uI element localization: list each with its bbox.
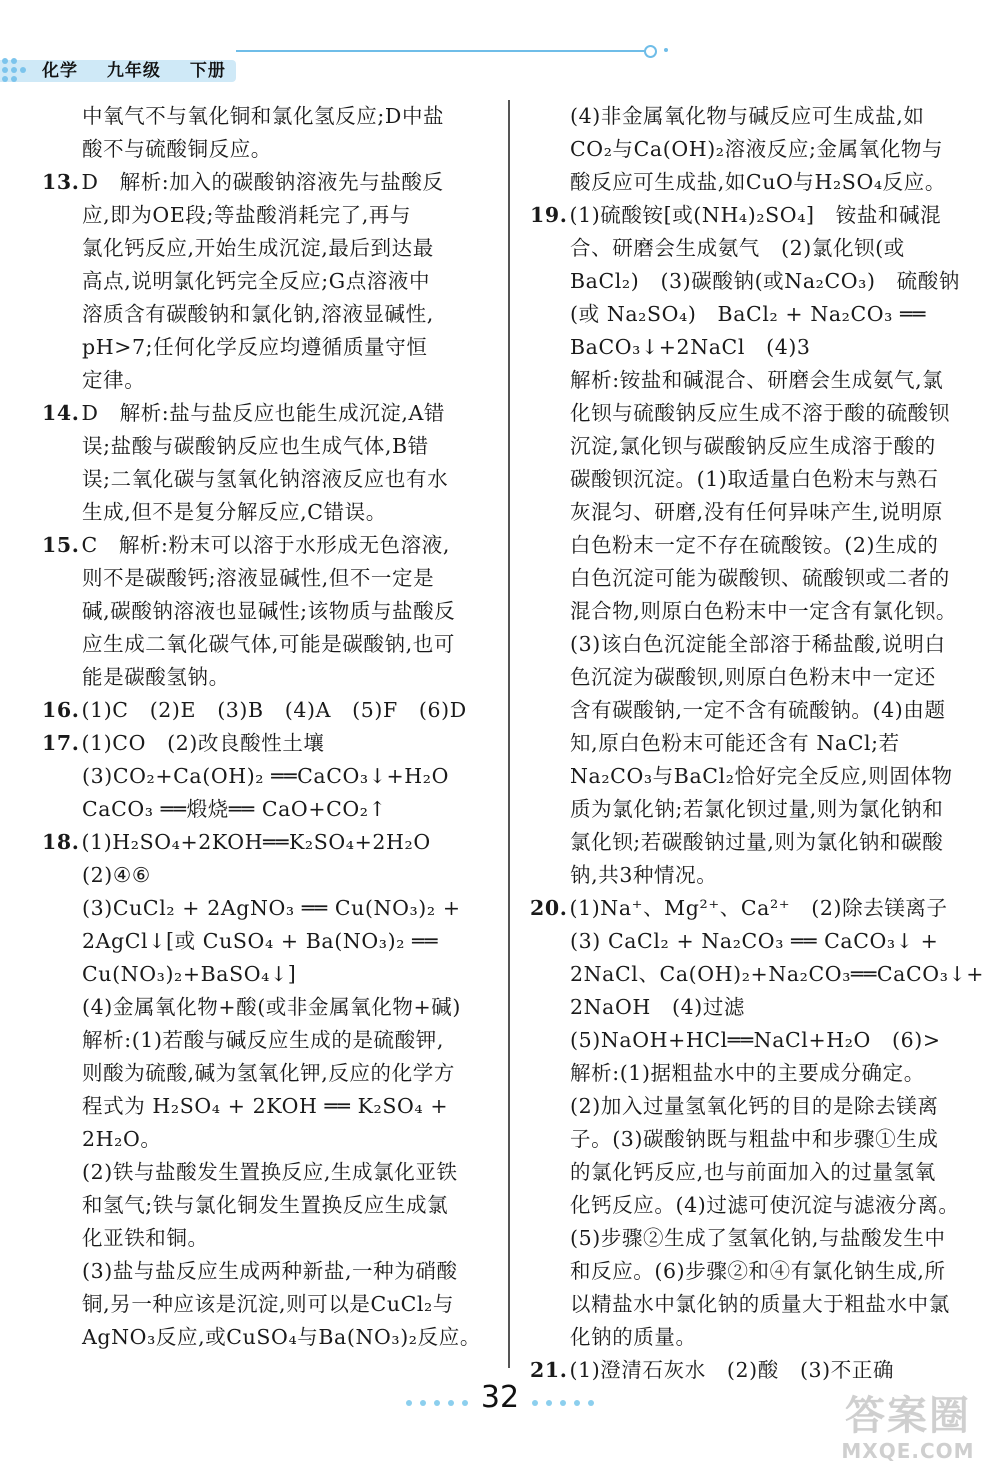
line-text: Na₂CO₃与BaCl₂恰好完全反应,则固体物 — [570, 764, 953, 788]
line-text: CO₂与Ca(OH)₂溶液反应;金属氧化物与 — [570, 137, 944, 161]
text-line — [530, 265, 960, 298]
text-line — [42, 991, 492, 1024]
question-number: 19. — [530, 203, 568, 227]
text-line — [42, 364, 492, 397]
line-text: 化钡与硫酸钠反应生成不溶于酸的硫酸钡 — [570, 401, 950, 425]
answer-line — [42, 694, 492, 727]
question-number: 17. — [42, 731, 80, 755]
text-line — [530, 1255, 950, 1288]
question-number: 18. — [42, 830, 80, 854]
line-text: 质为氯化钠;若氯化钡过量,则为氯化钠和 — [570, 797, 944, 821]
text-line — [42, 1024, 492, 1057]
line-text: (5)步骤②生成了氢氧化钠,与盐酸发生中 — [570, 1226, 946, 1250]
line-text: (1)C (2)E (3)B (4)A (5)F (6)D — [81, 698, 467, 722]
question-number: 16. — [42, 698, 80, 722]
line-text: 灰混匀、研磨,没有任何异味产生,说明原 — [570, 500, 943, 524]
right-column — [530, 100, 985, 1387]
text-line — [42, 958, 492, 991]
line-text: AgNO₃反应,或CuSO₄与Ba(NO₃)₂反应。 — [82, 1325, 481, 1349]
watermark-logo — [828, 1394, 988, 1470]
text-line — [530, 991, 950, 1024]
line-text: D 解析:加入的碳酸钠溶液先与盐酸反 — [81, 170, 444, 194]
text-line — [530, 430, 950, 463]
text-line — [42, 859, 492, 892]
watermark-sub: MXQE.COM — [841, 1439, 975, 1463]
line-text: (1)Na⁺、Mg²⁺、Ca²⁺ (2)除去镁离子 — [569, 896, 948, 920]
text-line — [42, 496, 492, 529]
text-line — [530, 232, 950, 265]
line-text: 氯化钙反应,开始生成沉淀,最后到达最 — [82, 236, 434, 260]
line-text: (4)非金属氧化物与碱反应可生成盐,如 — [570, 104, 925, 128]
line-text: (3) CaCl₂ + Na₂CO₃ ══ CaCO₃↓ + — [570, 929, 939, 953]
text-line — [42, 1288, 492, 1321]
line-text: 酸不与硫酸铜反应。 — [82, 137, 272, 161]
text-line — [530, 793, 950, 826]
line-text: (5)NaOH+HCl══NaCl+H₂O (6)> — [570, 1028, 941, 1052]
line-text: (3)CO₂+Ca(OH)₂ ══CaCO₃↓+H₂O — [82, 764, 450, 788]
line-text: 铜,另一种应该是沉淀,则可以是CuCl₂与 — [82, 1292, 454, 1316]
line-text: 以精盐水中氯化钠的质量大于粗盐水中氯 — [570, 1292, 950, 1316]
line-text: 化钠的质量。 — [570, 1325, 697, 1349]
text-line — [530, 661, 950, 694]
line-text: BaCO₃↓+2NaCl (4)3 — [570, 335, 811, 359]
line-text: (3)CuCl₂ + 2AgNO₃ ══ Cu(NO₃)₂ + — [82, 896, 461, 920]
text-line — [530, 826, 950, 859]
line-text: (2)加入过量氢氧化钙的目的是除去镁离 — [570, 1094, 939, 1118]
text-line — [530, 298, 950, 331]
text-line — [530, 529, 950, 562]
text-line — [530, 496, 950, 529]
text-line — [42, 1189, 492, 1222]
header-dots-decoration — [2, 58, 28, 86]
text-line — [42, 1222, 492, 1255]
text-line — [42, 1123, 492, 1156]
text-line — [530, 628, 950, 661]
line-text: 2H₂O。 — [82, 1127, 162, 1151]
question-number: 14. — [42, 401, 80, 425]
text-line — [42, 265, 492, 298]
text-line — [530, 166, 950, 199]
text-line — [530, 760, 953, 793]
line-text: 溶质含有碳酸钠和氯化钠,溶液显碱性, — [82, 302, 434, 326]
line-text: pH>7;任何化学反应均遵循质量守恒 — [82, 335, 428, 359]
text-line — [42, 925, 492, 958]
text-line — [530, 463, 950, 496]
text-line — [530, 727, 950, 760]
line-text: CaCO₃ ══煅烧══ CaO+CO₂↑ — [82, 797, 387, 821]
line-text: 混合物,则原白色粉末中一定含有氯化钡。 — [570, 599, 957, 623]
line-text: (1)硫酸铵[或(NH₄)₂SO₄] 铵盐和碱混 — [569, 203, 942, 227]
answer-line — [530, 199, 950, 232]
question-number: 21. — [530, 1358, 568, 1382]
line-text: 则酸为硫酸,碱为氢氧化钾,反应的化学方 — [82, 1061, 455, 1085]
line-text: 应生成二氧化碳气体,可能是碳酸钠,也可 — [82, 632, 455, 656]
text-line — [530, 1222, 950, 1255]
line-text: 高点,说明氯化钙完全反应;G点溶液中 — [82, 269, 431, 293]
line-text: 钠,共3种情况。 — [570, 863, 718, 887]
text-line — [42, 298, 492, 331]
line-text: 生成,但不是复分解反应,C错误。 — [82, 500, 387, 524]
text-line — [42, 100, 492, 133]
line-text: 和氢气;铁与氯化铜发生置换反应生成氯 — [82, 1193, 449, 1217]
line-text: 沉淀,氯化钡与碳酸钠反应生成溶于酸的 — [570, 434, 936, 458]
line-text: 氯化钡;若碳酸钠过量,则为氯化钠和碳酸 — [570, 830, 944, 854]
answer-line — [530, 892, 950, 925]
page-header — [0, 0, 1000, 96]
line-text: 白色沉淀可能为碳酸钡、硫酸钡或二者的 — [570, 566, 950, 590]
left-column — [42, 100, 492, 1354]
watermark-main: 答案圈 — [845, 1393, 971, 1439]
answer-line — [42, 397, 492, 430]
text-line — [42, 1321, 492, 1354]
line-text: 解析:(1)若酸与碱反应生成的是硫酸钾, — [82, 1028, 444, 1052]
line-text: 定律。 — [82, 368, 146, 392]
text-line — [42, 232, 492, 265]
line-text: (1)澄清石灰水 (2)酸 (3)不正确 — [569, 1358, 895, 1382]
text-line — [42, 1255, 492, 1288]
line-text: 2AgCl↓[或 CuSO₄ + Ba(NO₃)₂ ══ — [82, 929, 439, 953]
line-text: 能是碳酸氢钠。 — [82, 665, 230, 689]
line-text: 误;盐酸与碳酸钠反应也生成气体,B错 — [82, 434, 429, 458]
line-text: 2NaCl、Ca(OH)₂+Na₂CO₃══CaCO₃↓+ — [570, 962, 985, 986]
text-line — [530, 1321, 950, 1354]
header-rule — [236, 50, 646, 52]
line-text: (2)④⑥ — [82, 863, 151, 887]
text-line — [530, 1189, 960, 1222]
line-text: (4)金属氧化物+酸(或非金属氧化物+碱) — [82, 995, 461, 1019]
subject-label: 化学 — [42, 61, 78, 81]
answer-line — [42, 166, 492, 199]
text-line — [42, 463, 492, 496]
line-text: (1)H₂SO₄+2KOH══K₂SO₄+2H₂O — [81, 830, 431, 854]
text-line — [42, 760, 492, 793]
line-text: 解析:(1)据粗盐水中的主要成分确定。 — [570, 1061, 925, 1085]
text-line — [530, 1090, 950, 1123]
line-text: (1)CO (2)改良酸性土壤 — [81, 731, 325, 755]
book-title — [42, 60, 248, 82]
text-line — [530, 925, 950, 958]
text-line — [530, 694, 950, 727]
line-text: 子。(3)碳酸钠既与粗盐中和步骤①生成 — [570, 1127, 939, 1151]
line-text: 化亚铁和铜。 — [82, 1226, 209, 1250]
text-line — [42, 562, 492, 595]
footer-dots-right — [524, 1399, 614, 1407]
text-line — [42, 430, 492, 463]
line-text: 的氯化钙反应,也与前面加入的过量氢氧 — [570, 1160, 936, 1184]
line-text: 知,原白色粉末可能还含有 NaCl;若 — [570, 731, 900, 755]
line-text: 酸反应可生成盐,如CuO与H₂SO₄反应。 — [570, 170, 946, 194]
line-text: 色沉淀为碳酸钡,则原白色粉末中一定还 — [570, 665, 936, 689]
text-line — [42, 892, 492, 925]
line-text: 化钙反应。(4)过滤可使沉淀与滤液分离。 — [570, 1193, 960, 1217]
line-text: 含有碳酸钠,一定不含有硫酸钠。(4)由题 — [570, 698, 946, 722]
text-line — [530, 1156, 950, 1189]
header-rule-end-circle — [644, 45, 657, 58]
text-line — [42, 1057, 492, 1090]
answer-line — [42, 727, 492, 760]
line-text: 误;二氧化碳与氢氧化钠溶液反应也有水 — [82, 467, 449, 491]
text-line — [530, 364, 950, 397]
volume-label: 下册 — [189, 61, 226, 81]
line-text: 解析:铵盐和碱混合、研磨会生成氨气,氯 — [570, 368, 944, 392]
text-line — [42, 133, 492, 166]
answer-line — [42, 529, 492, 562]
header-rule-end-dot — [664, 48, 668, 52]
line-text: 应,即为OE段;等盐酸消耗完了,再与 — [82, 203, 412, 227]
text-line — [42, 661, 492, 694]
text-line — [530, 100, 950, 133]
text-line — [530, 1024, 950, 1057]
text-line — [42, 331, 492, 364]
line-text: 中氧气不与氧化铜和氯化氢反应;D中盐 — [82, 104, 445, 128]
text-line — [530, 397, 950, 430]
text-line — [42, 1090, 492, 1123]
text-line — [530, 859, 950, 892]
line-text: 白色粉末一定不存在硫酸铵。(2)生成的 — [570, 533, 939, 557]
footer-dots-left — [386, 1399, 476, 1407]
line-text: (3)该白色沉淀能全部溶于稀盐酸,说明白 — [570, 632, 946, 656]
line-text: C 解析:粉末可以溶于水形成无色溶液, — [81, 533, 450, 557]
text-line — [530, 1288, 950, 1321]
line-text: Cu(NO₃)₂+BaSO₄↓] — [82, 962, 297, 986]
question-number: 20. — [530, 896, 568, 920]
page-number: 32 — [480, 1380, 520, 1415]
text-line — [42, 199, 492, 232]
line-text: 碱,碳酸钠溶液也显碱性;该物质与盐酸反 — [82, 599, 456, 623]
line-text: (2)铁与盐酸发生置换反应,生成氯化亚铁 — [82, 1160, 458, 1184]
line-text: 合、研磨会生成氨气 (2)氯化钡(或 — [570, 236, 905, 260]
line-text: BaCl₂) (3)碳酸钠(或Na₂CO₃) 硫酸钠 — [570, 269, 960, 293]
line-text: 2NaOH (4)过滤 — [570, 995, 746, 1019]
line-text: (或 Na₂SO₄) BaCl₂ + Na₂CO₃ ══ — [570, 302, 927, 326]
text-line — [530, 331, 950, 364]
text-line — [530, 562, 950, 595]
text-line — [530, 595, 957, 628]
line-text: 和反应。(6)步骤②和④有氯化钠生成,所 — [570, 1259, 946, 1283]
text-line — [42, 793, 492, 826]
text-line — [530, 958, 985, 991]
line-text: 程式为 H₂SO₄ + 2KOH ══ K₂SO₄ + — [82, 1094, 449, 1118]
line-text: 则不是碳酸钙;溶液显碱性,但不一定是 — [82, 566, 435, 590]
line-text: D 解析:盐与盐反应也能生成沉淀,A错 — [81, 401, 446, 425]
column-divider — [508, 100, 510, 1368]
text-line — [42, 1156, 492, 1189]
text-line — [42, 628, 492, 661]
question-number: 15. — [42, 533, 80, 557]
text-line — [530, 1123, 950, 1156]
text-line — [530, 1057, 950, 1090]
line-text: 碳酸钡沉淀。(1)取适量白色粉末与熟石 — [570, 467, 939, 491]
grade-label: 九年级 — [106, 61, 161, 81]
text-line — [42, 595, 492, 628]
text-line — [530, 133, 950, 166]
question-number: 13. — [42, 170, 80, 194]
line-text: (3)盐与盐反应生成两种新盐,一种为硝酸 — [82, 1259, 458, 1283]
answer-line — [42, 826, 492, 859]
